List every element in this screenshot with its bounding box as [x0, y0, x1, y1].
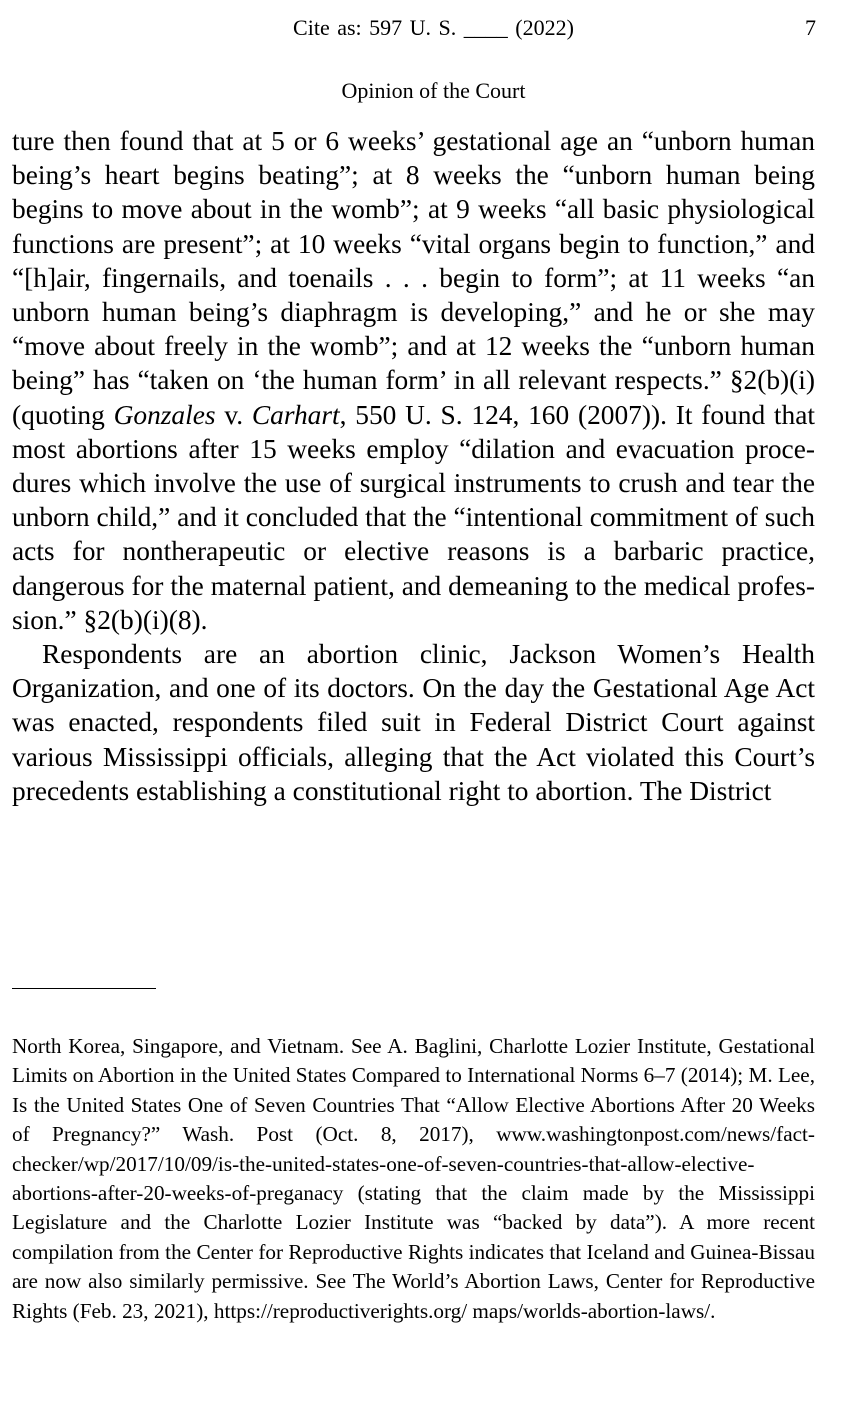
page-number: 7 — [805, 15, 816, 40]
paragraph-text: v. — [215, 399, 252, 430]
opinion-label: Opinion of the Court — [341, 78, 526, 103]
paragraph-text: , 550 U. S. 124, 160 (2007)). It found that most abortions after 15 weeks employ “dilation and evacuation procedures which involve the use of surgical instruments to crush and tear the unborn child,” and it concluded that the “intentional commitment of such acts for nontherapeutic or elective reasons is a barbaric practice, dangerous for the maternal patient, and demeaning to the medical profession.” §2(b)(i)(8). — [12, 399, 815, 635]
case-name-italic: Gonzales — [113, 399, 216, 430]
paragraph-continued — [12, 124, 815, 637]
footnote-text: North Korea, Singapore, and Vietnam. See A. Baglini, Charlotte Lozier Institute, Gestational Limits on Abortion in the United States Compared to International Norms 6–7 (2014); M. Lee, Is the United States One of Seven Countries That “Allow Elective Abortions After 20 Weeks of Pregnancy?” Wash. Post (Oct. 8, 2017), www.washingtonpost.com/news/fact-checker/wp/2017/10/09/is-the-united-states-one-of-seven-countries-that-allow-elective-abortions-after-20-weeks-of-preganacy (stating that the claim made by the Mississippi Legislature and the Charlotte Lozier Institute was “backed by data”). A more recent compilation from the Center for Reproductive Rights indicates that Iceland and Guinea-Bissau are now also similarly permissive. See The World’s Abortion Laws, Center for Reproductive Rights (Feb. 23, 2021), https://reproductiverights.org/ maps/worlds-abortion-laws/. — [12, 1034, 815, 1323]
footnote — [12, 1032, 815, 1326]
citation-header: Cite as: 597 U. S. ____ (2022) — [293, 15, 574, 40]
footnote-divider — [12, 988, 156, 989]
paragraph-respondents: Respondents are an abortion clinic, Jackson Women’s Health Organization, and one of its doctors. On the day the Gestational Age Act was enacted, respondents filed suit in Federal District Court against various Mississippi officials, alleging that the Act violated this Court’s precedents establishing a constitutional right to abortion. The District — [12, 639, 815, 806]
running-head — [0, 15, 867, 41]
opinion-body — [12, 124, 815, 808]
paragraph-text: ture then found that at 5 or 6 weeks’ gestational age an “unborn human being’s heart begins beating”; at 8 weeks the “unborn human being begins to move about in the womb”; at 9 weeks “all basic physiological functions are present”; at 10 weeks “vital organs begin to function,” and “[h]air, fingernails, and toenails . . . begin to form”; at 11 weeks “an unborn human being’s diaphragm is developing,” and he or she may “move about freely in the womb”; and at 12 weeks the “unborn human being” has “taken on ‘the human form’ in all relevant respects.” §2(b)(i) (quoting — [12, 126, 815, 430]
case-name-italic: Carhart — [251, 399, 340, 430]
